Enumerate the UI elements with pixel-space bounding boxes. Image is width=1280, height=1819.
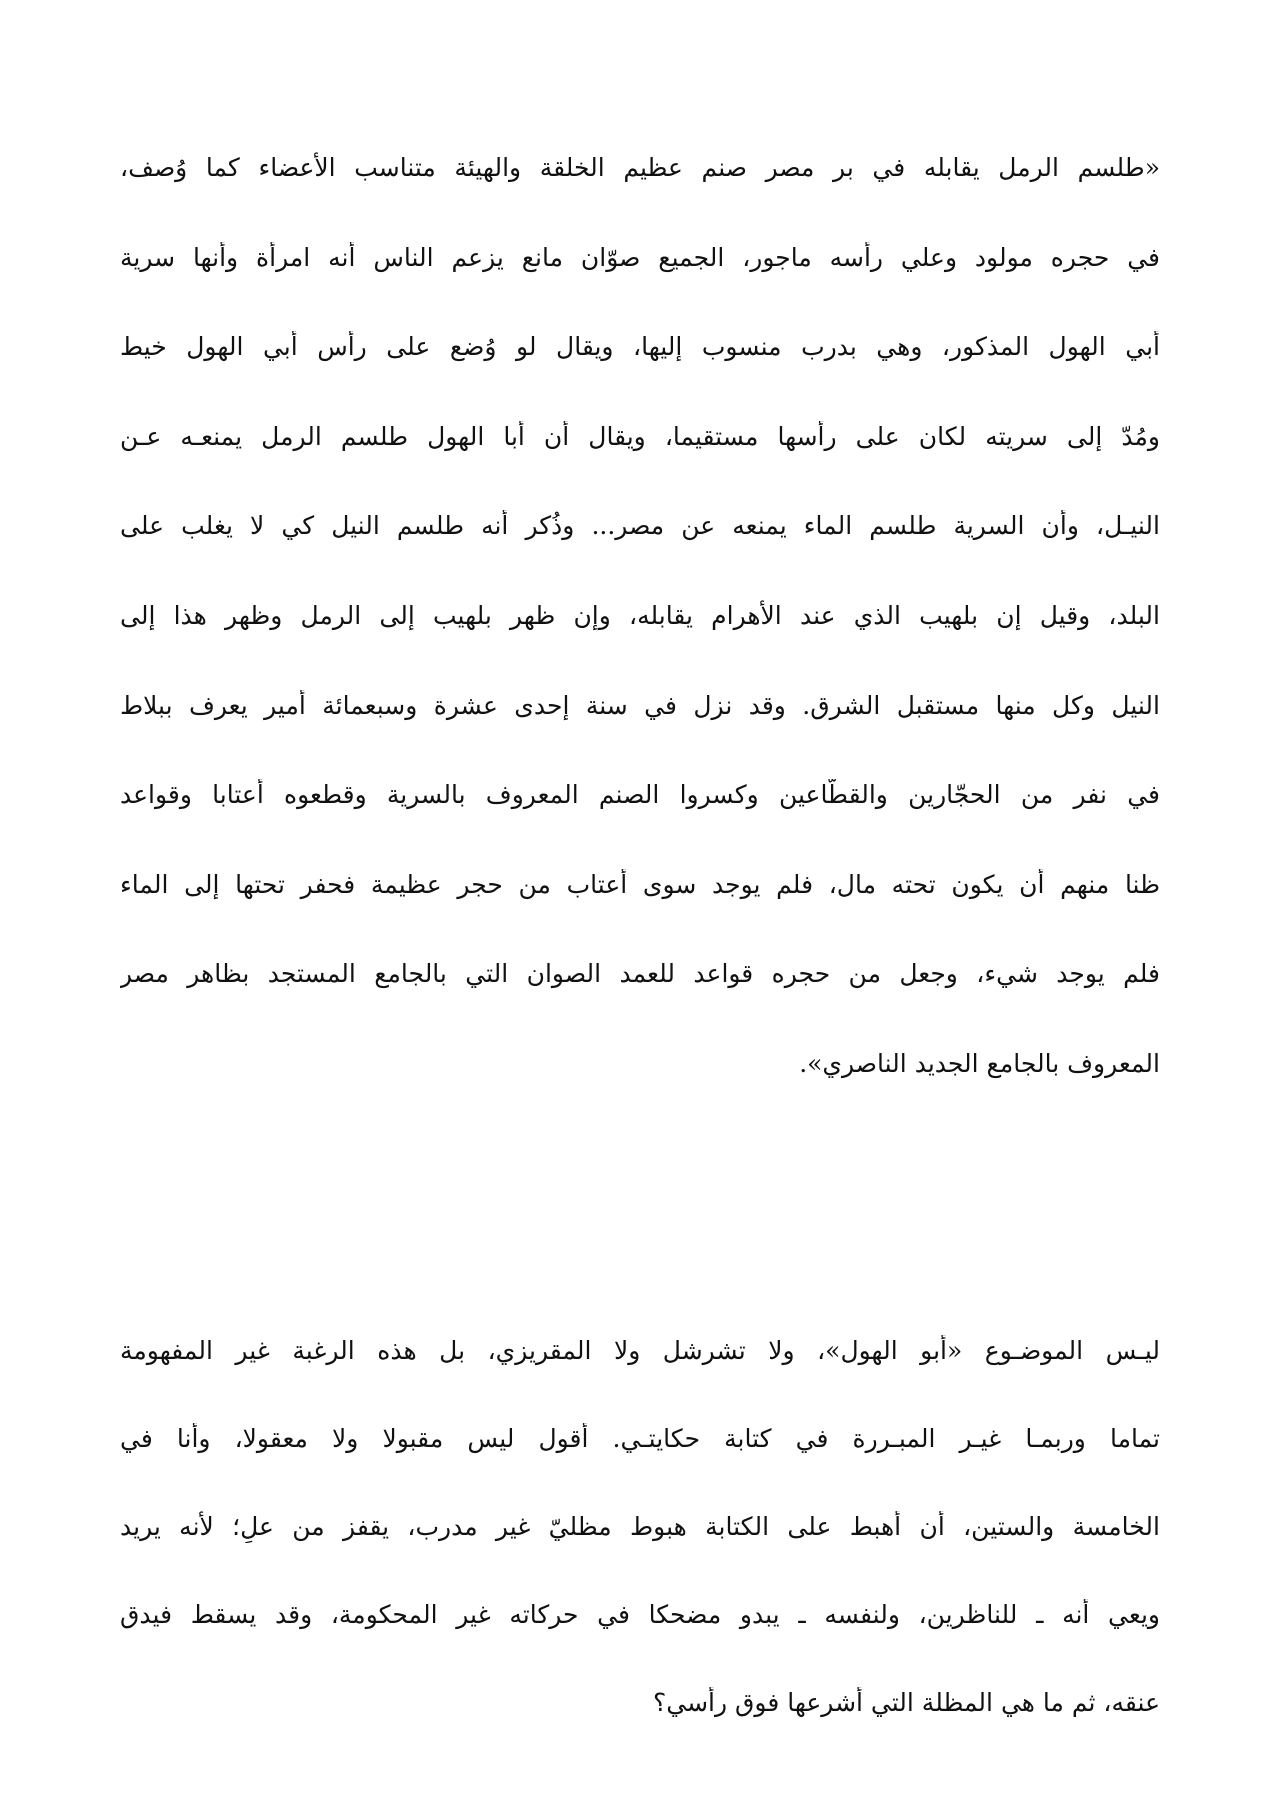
text-line: ومُدّ إلى سريته لكان على رأسها مستقيما، ويقال أن أبا الهول طلسم الرمل يمنعـه عـن xyxy=(120,421,1160,451)
text-line: الخامسة والستين، أن أهبط على الكتابة هبوط مظليّ غير مدرب، يقفز من علٍ؛ لأنه يريد xyxy=(120,1512,1160,1541)
text-line: النيل وكل منها مستقبل الشرق. وقد نزل في سنة إحدى عشرة وسبعمائة أمير يعرف ببلاط xyxy=(120,690,1160,720)
text-line: في نفر من الحجّارين والقطّاعين وكسروا الصنم المعروف بالسرية وقطعوه أعتابا وقواعد xyxy=(120,780,1160,810)
text-line: «طلسم الرمل يقابله في بر مصر صنم عظيم الخلقة والهيئة متناسب الأعضاء كما وُصف، xyxy=(120,153,1160,182)
text-line: تماما وربمـا غيـر المبـررة في كتابة حكايتـي. أقول ليس مقبولا ولا معقولا، وأنا في xyxy=(120,1424,1160,1453)
text-line: ظنا منهم أن يكون تحته مال، فلم يوجد سوى أعتاب من حجر عظيمة فحفر تحتها إلى الماء xyxy=(120,869,1160,899)
text-line: ليـس الموضـوع «أبو الهول»، ولا تشرشل ولا المقريزي، بل هذه الرغبة غير المفهومة xyxy=(120,1336,1160,1365)
text-line: عنقه، ثم ما هي المظلة التي أشرعها فوق رأسي؟ xyxy=(652,1688,1160,1717)
text-line: فلم يوجد شيء، وجعل من حجره قواعد للعمد الصوان التي بالجامع المستجد بظاهر مصر xyxy=(120,959,1160,989)
text-line: ويعي أنه ـ للناظرين، ولنفسه ـ يبدو مضحكا في حركاته غير المحكومة، وقد يسقط فيدق xyxy=(120,1600,1160,1629)
paragraph-quote xyxy=(120,152,1160,1138)
text-line: النيـل، وأن السرية طلسم الماء يمنعه عن مصر... وذُكر أنه طلسم النيل كي لا يغلب على xyxy=(120,511,1160,541)
text-line: المعروف بالجامع الجديد الناصري». xyxy=(799,1048,1160,1078)
text-line: في حجره مولود وعلي رأسه ماجور، الجميع صوّان مانع يزعم الناس أنه امرأة وأنها سرية xyxy=(120,242,1160,272)
paragraph-body xyxy=(120,1335,1160,1775)
text-line: أبي الهول المذكور، وهي بدرب منسوب إليها، ويقال لو وُضع على رأس أبي الهول خيط xyxy=(120,332,1160,362)
text-line: البلد، وقيل إن بلهيب الذي عند الأهرام يقابله، وإن ظهر بلهيب إلى الرمل وظهر هذا إلى xyxy=(120,600,1160,630)
